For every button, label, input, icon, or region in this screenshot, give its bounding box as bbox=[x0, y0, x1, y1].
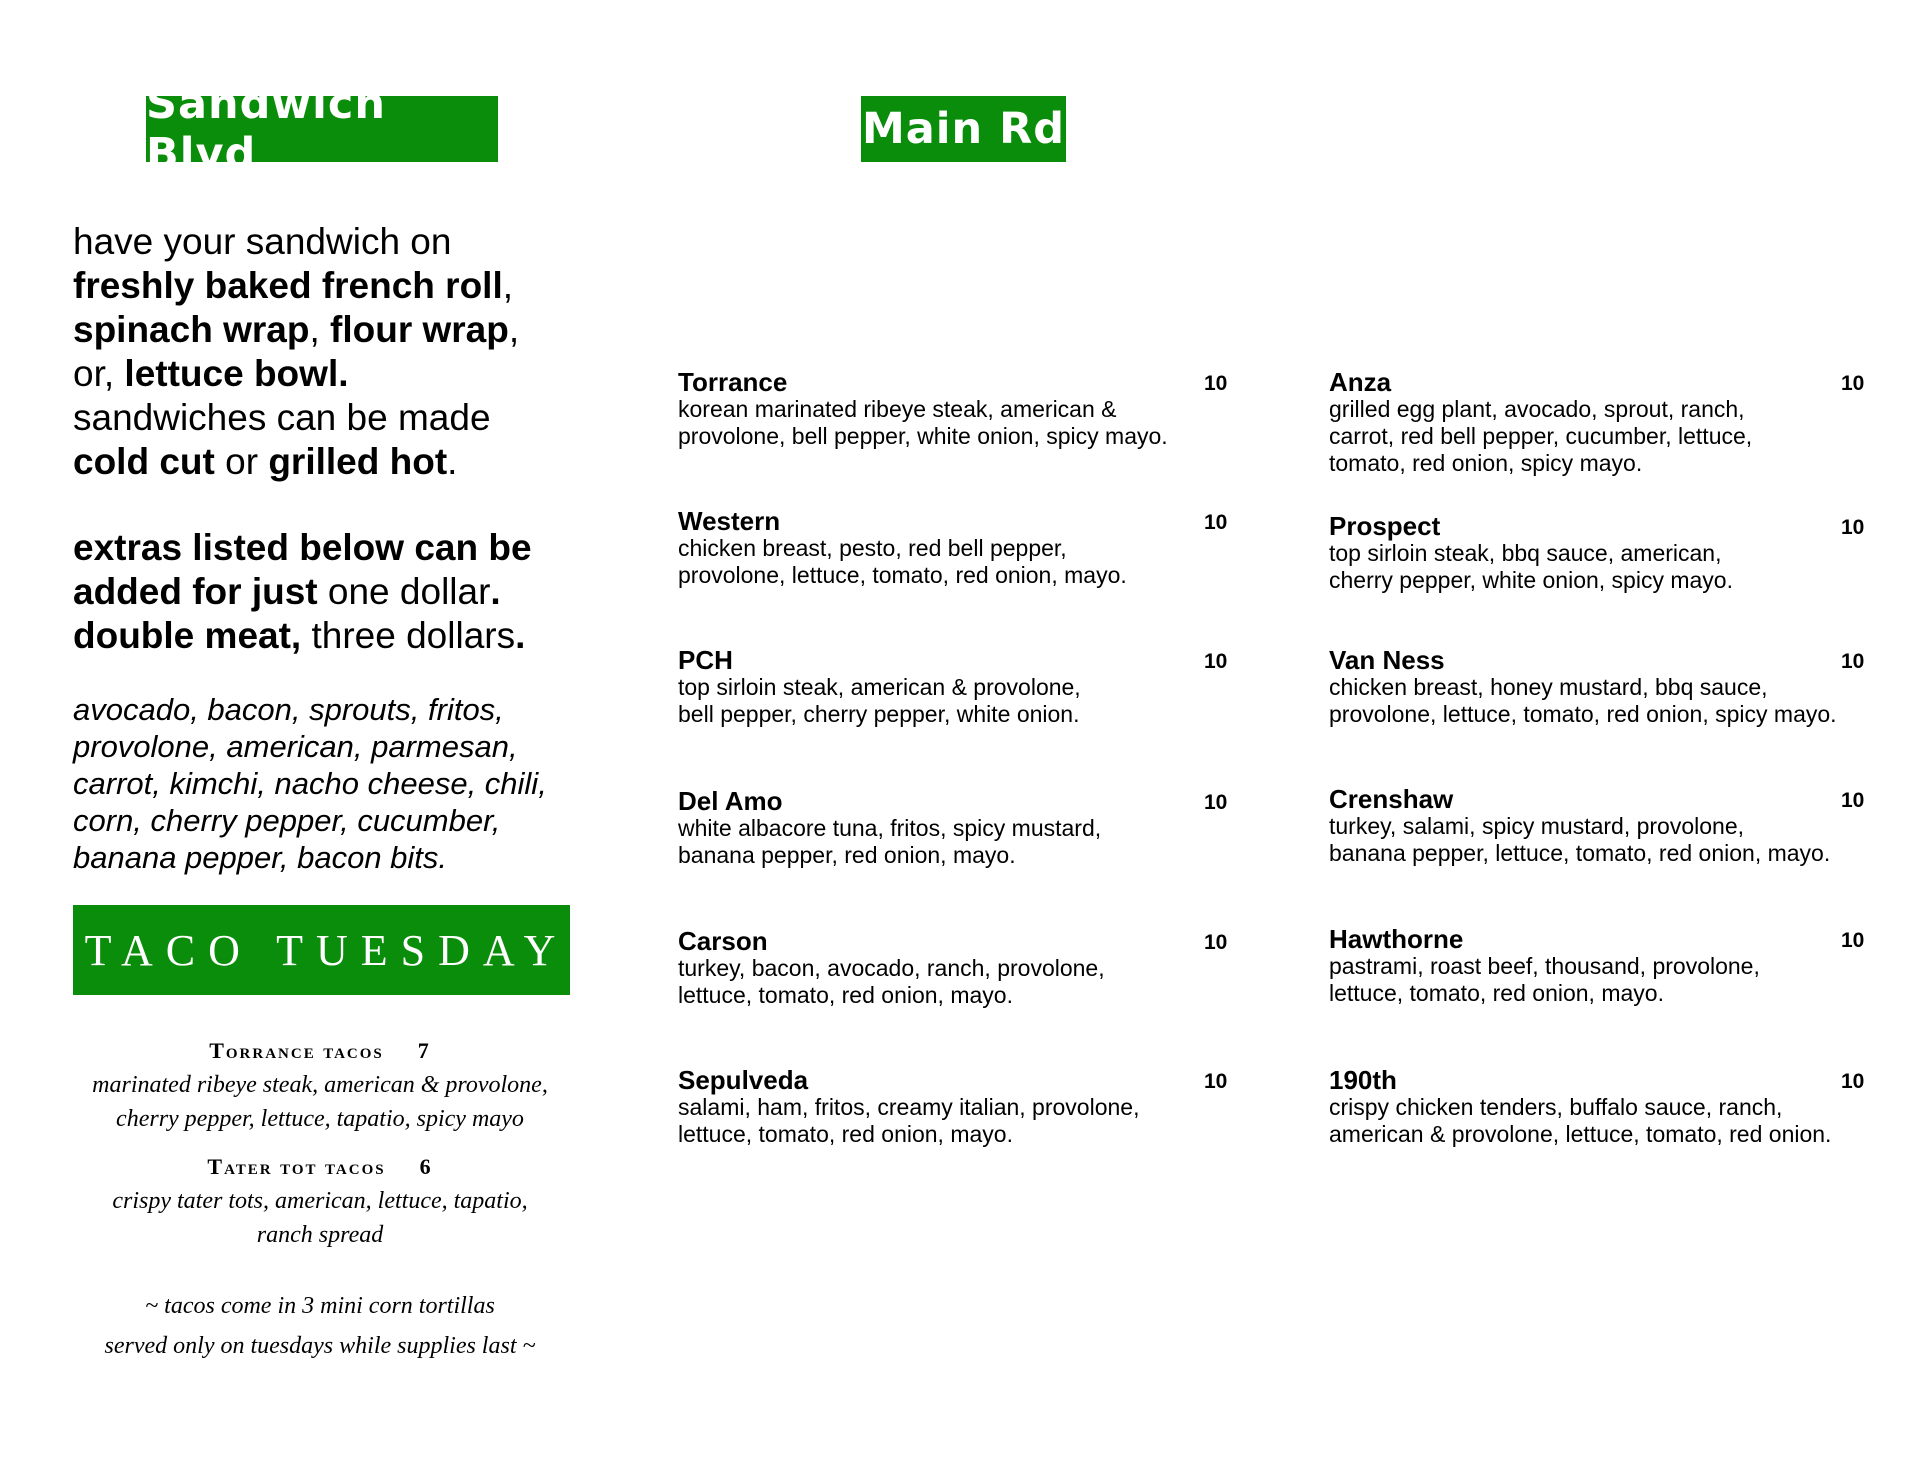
menu-item-name: Anza bbox=[1329, 367, 1392, 397]
intro-line: have your sandwich on bbox=[73, 221, 452, 262]
menu-item-description: crispy chicken tenders, buffalo sauce, ranch, american & provolone, lettuce, tomato, red onion. bbox=[1329, 1094, 1832, 1147]
taco-tuesday-banner: TACO TUESDAY bbox=[73, 905, 570, 995]
menu-item-description: grilled egg plant, avocado, sprout, ranch, carrot, red bell pepper, cucumber, lettuce, tomato, red onion, spicy mayo. bbox=[1329, 396, 1753, 476]
menu-item bbox=[678, 1066, 1238, 1148]
menu-item-name: Hawthorne bbox=[1329, 924, 1464, 954]
menu-item bbox=[1329, 1066, 1889, 1148]
extras-line: carrot, kimchi, nacho cheese, chili, bbox=[73, 766, 547, 801]
menu-item bbox=[678, 787, 1238, 869]
intro-line: freshly baked french roll, bbox=[73, 265, 514, 306]
extras-pricing-line: double meat, three dollars. bbox=[73, 615, 526, 656]
menu-item-description: turkey, salami, spicy mustard, provolone, banana pepper, lettuce, tomato, red onion, mayo. bbox=[1329, 813, 1831, 866]
extras-pricing-line: extras listed below can be bbox=[73, 527, 532, 568]
extras-pricing-line: added for just one dollar. bbox=[73, 571, 501, 612]
menu-item bbox=[1329, 925, 1889, 1007]
menu-item bbox=[678, 646, 1238, 728]
menu-item-price: 10 bbox=[1204, 650, 1228, 673]
menu-item-price: 10 bbox=[1841, 929, 1865, 952]
extras-line: avocado, bacon, sprouts, fritos, bbox=[73, 692, 504, 727]
bread-options-intro bbox=[73, 220, 593, 658]
taco-price: 6 bbox=[419, 1154, 433, 1179]
intro-line: sandwiches can be made bbox=[73, 397, 491, 438]
main-rd-sign: Main Rd bbox=[861, 96, 1066, 162]
taco-description: crispy tater tots, american, lettuce, tapatio, ranch spread bbox=[112, 1188, 528, 1248]
menu-item-price: 10 bbox=[1204, 511, 1228, 534]
menu-item bbox=[1329, 646, 1889, 728]
menu-item-name: 190th bbox=[1329, 1065, 1397, 1095]
taco-item-heading bbox=[50, 1034, 590, 1068]
menu-item-name: Del Amo bbox=[678, 786, 783, 816]
sandwich-blvd-sign: Sandwich Blvd bbox=[146, 96, 498, 162]
menu-item-price: 10 bbox=[1841, 789, 1865, 812]
taco-name: Tater tot tacos bbox=[207, 1154, 386, 1179]
menu-item-name: Prospect bbox=[1329, 511, 1441, 541]
menu-item-price: 10 bbox=[1204, 931, 1228, 954]
menu-item-description: top sirloin steak, american & provolone, bell pepper, cherry pepper, white onion. bbox=[678, 674, 1081, 727]
menu-item-price: 10 bbox=[1204, 1070, 1228, 1093]
menu-item bbox=[678, 368, 1238, 450]
menu-item-name: Van Ness bbox=[1329, 645, 1445, 675]
menu-item-name: Crenshaw bbox=[1329, 784, 1454, 814]
extras-line: provolone, american, parmesan, bbox=[73, 729, 518, 764]
extras-line: banana pepper, bacon bits. bbox=[73, 840, 448, 875]
menu-item-price: 10 bbox=[1204, 372, 1228, 395]
menu-item bbox=[678, 927, 1238, 1009]
menu-item bbox=[678, 507, 1238, 589]
taco-tuesday-menu bbox=[50, 1034, 590, 1366]
menu-item-name: Carson bbox=[678, 926, 768, 956]
menu-item-price: 10 bbox=[1841, 650, 1865, 673]
menu-item-description: chicken breast, pesto, red bell pepper, provolone, lettuce, tomato, red onion, mayo. bbox=[678, 535, 1127, 588]
extras-line: corn, cherry pepper, cucumber, bbox=[73, 803, 501, 838]
menu-item-price: 10 bbox=[1841, 1070, 1865, 1093]
menu-item bbox=[1329, 512, 1889, 594]
menu-item-description: korean marinated ribeye steak, american & provolone, bell pepper, white onion, spicy mayo. bbox=[678, 396, 1168, 449]
menu-item-price: 10 bbox=[1841, 372, 1865, 395]
taco-description: marinated ribeye steak, american & provolone, cherry pepper, lettuce, tapatio, spicy mayo bbox=[92, 1072, 548, 1132]
menu-item bbox=[1329, 368, 1889, 477]
menu-item-name: PCH bbox=[678, 645, 733, 675]
menu-item-description: chicken breast, honey mustard, bbq sauce, provolone, lettuce, tomato, red onion, spicy mayo. bbox=[1329, 674, 1837, 727]
menu-item-name: Sepulveda bbox=[678, 1065, 809, 1095]
taco-item-heading bbox=[50, 1150, 590, 1184]
menu-item-description: white albacore tuna, fritos, spicy mustard, banana pepper, red onion, mayo. bbox=[678, 815, 1102, 868]
menu-item-name: Western bbox=[678, 506, 781, 536]
intro-line: or, lettuce bowl. bbox=[73, 353, 349, 394]
menu-item-name: Torrance bbox=[678, 367, 788, 397]
menu-item-price: 10 bbox=[1841, 516, 1865, 539]
intro-line: spinach wrap, flour wrap, bbox=[73, 309, 520, 350]
menu-item-price: 10 bbox=[1204, 791, 1228, 814]
extras-list bbox=[73, 691, 593, 876]
menu-item bbox=[1329, 785, 1889, 867]
menu-item-description: top sirloin steak, bbq sauce, american, cherry pepper, white onion, spicy mayo. bbox=[1329, 540, 1733, 593]
menu-item-description: salami, ham, fritos, creamy italian, provolone, lettuce, tomato, red onion, mayo. bbox=[678, 1094, 1140, 1147]
menu-item-description: pastrami, roast beef, thousand, provolone, lettuce, tomato, red onion, mayo. bbox=[1329, 953, 1760, 1006]
intro-line: cold cut or grilled hot. bbox=[73, 441, 458, 482]
taco-tuesday-note: ~ tacos come in 3 mini corn tortillas served only on tuesdays while supplies last ~ bbox=[104, 1293, 536, 1359]
menu-item-description: turkey, bacon, avocado, ranch, provolone, lettuce, tomato, red onion, mayo. bbox=[678, 955, 1105, 1008]
taco-price: 7 bbox=[417, 1038, 431, 1063]
taco-name: Torrance tacos bbox=[209, 1038, 384, 1063]
